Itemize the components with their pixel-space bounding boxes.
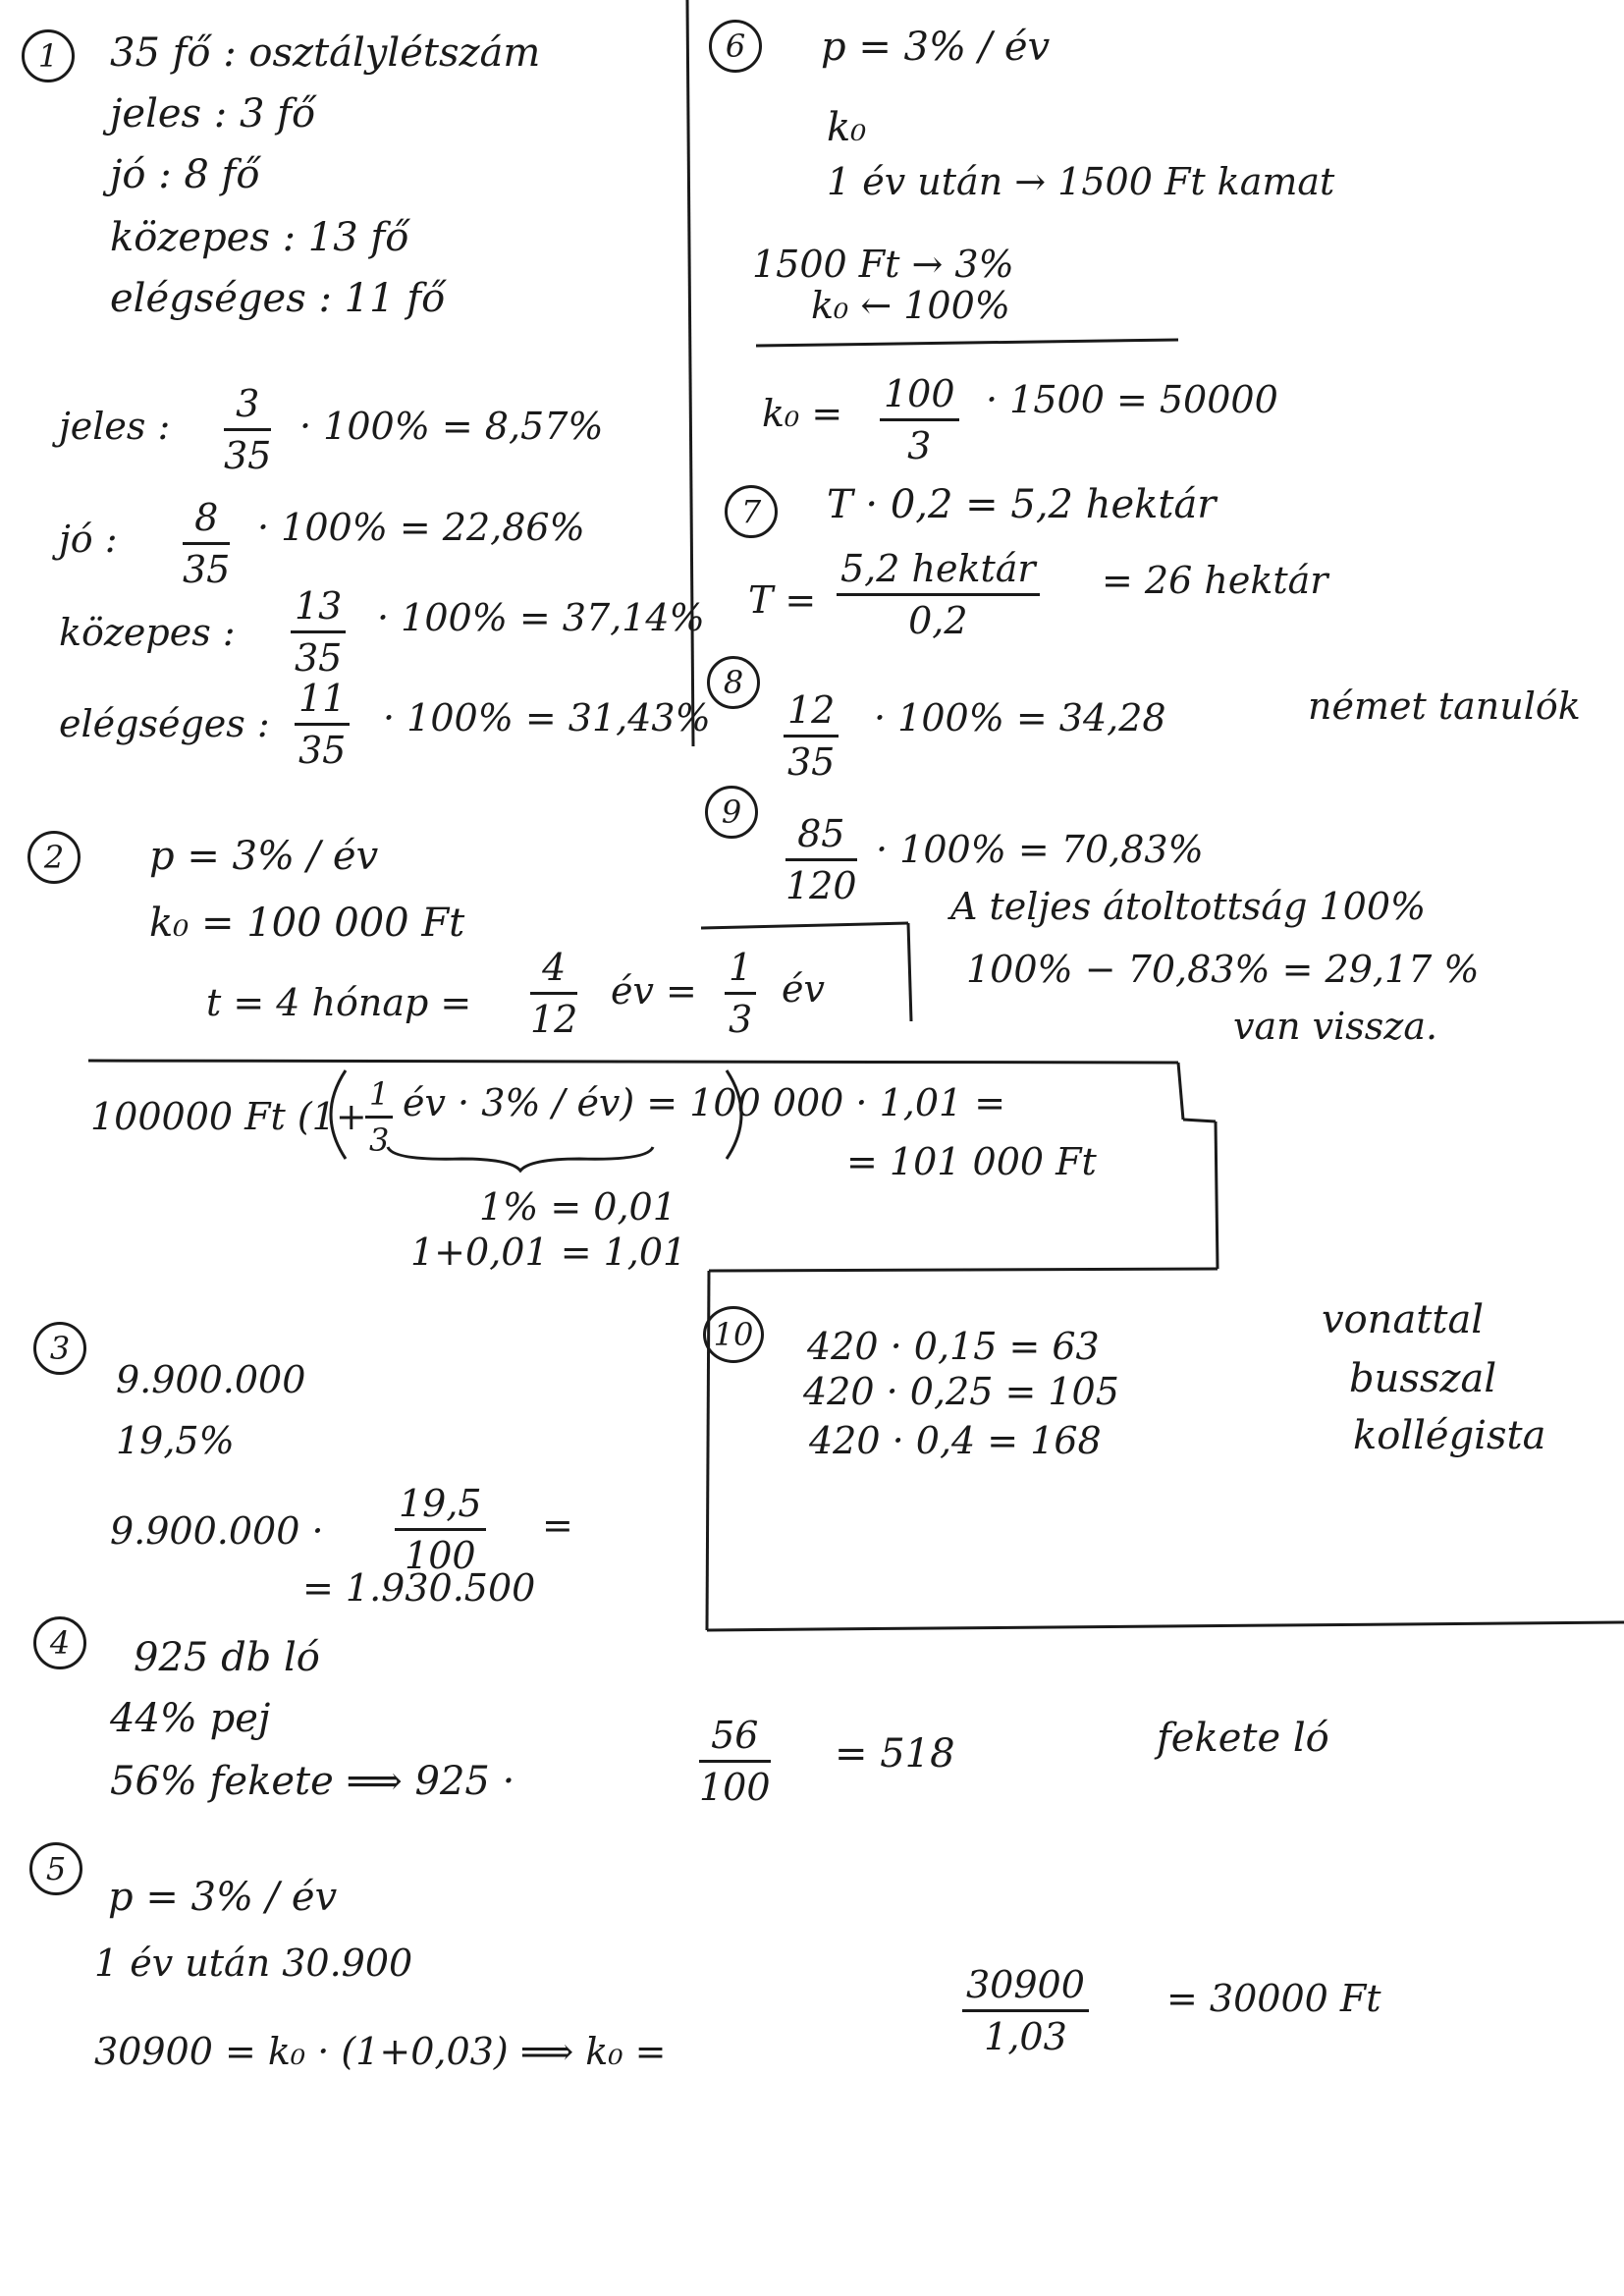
fraction-numerator: 100 xyxy=(880,375,959,421)
p3-line-2: 19,5% xyxy=(116,1419,235,1462)
p7-fraction xyxy=(837,547,1040,642)
p1-line-2: jeles : 3 fő xyxy=(110,91,316,137)
p1-result-4-label: elégséges : xyxy=(59,702,270,745)
p1-result-1-value: · 100% = 8,57% xyxy=(299,405,604,448)
p2-note-2: 1+0,01 = 1,01 xyxy=(410,1230,687,1274)
p3-line-3b: = xyxy=(542,1503,573,1547)
fraction-numerator: 56 xyxy=(699,1717,771,1763)
p1-result-2-label: jó : xyxy=(59,518,118,561)
p10-note-2: busszal xyxy=(1349,1356,1497,1401)
p5-line-3a: 30900 = k₀ · (1+0,03) ⟹ k₀ = xyxy=(94,2030,667,2073)
p2-calc-2: = 101 000 Ft xyxy=(846,1140,1097,1183)
p10-line-3: 420 · 0,4 = 168 xyxy=(809,1419,1102,1462)
fraction-numerator: 13 xyxy=(291,587,346,633)
fraction-numerator: 85 xyxy=(785,815,857,861)
fraction-denominator: 35 xyxy=(224,434,272,477)
p2-calc-fraction xyxy=(365,1075,393,1159)
fraction-numerator: 4 xyxy=(530,949,577,995)
problem-number-7: 7 xyxy=(725,485,778,538)
p2-calc-b: év · 3% / év) = 100 000 · 1,01 = xyxy=(403,1081,1006,1124)
p1-result-4-value: · 100% = 31,43% xyxy=(383,696,711,739)
p7-line-1: T · 0,2 = 5,2 hektár xyxy=(827,482,1217,527)
p8-result: · 100% = 34,28 xyxy=(874,696,1166,739)
p2-line-3a: t = 4 hónap = xyxy=(206,981,472,1024)
p4-fraction xyxy=(699,1714,771,1809)
p6-line-5: k₀ ← 100% xyxy=(811,284,1010,327)
p1-line-1: 35 fő : osztálylétszám xyxy=(110,30,541,76)
p9-result: · 100% = 70,83% xyxy=(876,828,1204,871)
problem-number-5: 5 xyxy=(29,1842,82,1895)
p8-note: német tanulók xyxy=(1308,684,1581,728)
fraction-denominator: 120 xyxy=(785,864,857,907)
p1-result-3-label: közepes : xyxy=(59,611,236,654)
fraction-denominator: 3 xyxy=(369,1121,390,1159)
p6-line-6a: k₀ = xyxy=(762,392,843,435)
p2-line-3b: év = xyxy=(611,969,697,1012)
p4-line-3b: = 518 xyxy=(835,1731,955,1777)
p3-fraction xyxy=(395,1482,486,1577)
p4-line-2: 44% pej xyxy=(110,1696,271,1741)
p6-line-4: 1500 Ft → 3% xyxy=(752,243,1014,286)
problem-number-9: 9 xyxy=(705,786,758,839)
p10-note-1: vonattal xyxy=(1322,1297,1485,1342)
fraction-numerator: 1 xyxy=(365,1078,393,1119)
fraction-denominator: 0,2 xyxy=(908,599,968,642)
problem-number-8: 8 xyxy=(707,656,760,709)
p7-line-2b: = 26 hektár xyxy=(1102,559,1328,602)
p1-line-3: jó : 8 fő xyxy=(110,152,260,197)
p1-result-3-fraction xyxy=(291,584,346,680)
p9-line-2: A teljes átoltottság 100% xyxy=(950,885,1427,928)
p5-fraction xyxy=(962,1963,1089,2058)
p2-fraction-4-12 xyxy=(530,946,578,1041)
p9-line-4: van vissza. xyxy=(1233,1005,1438,1048)
p10-line-1: 420 · 0,15 = 63 xyxy=(807,1325,1100,1368)
p2-line-2: k₀ = 100 000 Ft xyxy=(149,901,465,946)
p6-fraction xyxy=(880,372,959,467)
p3-line-4: = 1.930.500 xyxy=(302,1566,536,1610)
problem-number-3: 3 xyxy=(33,1322,86,1375)
p2-line-3c: év xyxy=(782,967,825,1011)
p10-line-2: 420 · 0,25 = 105 xyxy=(803,1370,1119,1413)
p9-fraction xyxy=(785,812,857,907)
fraction-numerator: 30900 xyxy=(962,1966,1089,2012)
p8-fraction xyxy=(784,688,839,784)
p2-calc-a: 100000 Ft (1+ xyxy=(90,1095,367,1138)
fraction-denominator: 1,03 xyxy=(984,2015,1067,2058)
p4-line-1: 925 db ló xyxy=(134,1635,320,1680)
fraction-numerator: 12 xyxy=(784,691,839,738)
p6-line-3: 1 év után → 1500 Ft kamat xyxy=(827,160,1335,203)
fraction-numerator: 5,2 hektár xyxy=(837,550,1040,596)
p9-line-3: 100% − 70,83% = 29,17 % xyxy=(966,948,1480,991)
fraction-denominator: 35 xyxy=(787,740,836,784)
p3-line-3a: 9.900.000 · xyxy=(110,1509,324,1553)
p4-line-3a: 56% fekete ⟹ 925 · xyxy=(110,1759,515,1804)
fraction-denominator: 100 xyxy=(405,1534,476,1577)
fraction-denominator: 35 xyxy=(298,729,347,772)
problem-number-6: 6 xyxy=(709,20,762,73)
p5-line-3b: = 30000 Ft xyxy=(1166,1977,1381,2020)
fraction-denominator: 3 xyxy=(907,424,932,467)
p3-line-1: 9.900.000 xyxy=(116,1358,306,1401)
p10-note-3: kollégista xyxy=(1353,1413,1546,1458)
fraction-denominator: 35 xyxy=(183,548,231,591)
fraction-numerator: 19,5 xyxy=(395,1485,486,1531)
p1-line-4: közepes : 13 fő xyxy=(110,215,409,260)
p6-line-6b: · 1500 = 50000 xyxy=(986,378,1278,421)
problem-number-10: 10 xyxy=(703,1306,764,1363)
fraction-numerator: 1 xyxy=(725,949,756,995)
p7-line-2a: T = xyxy=(748,578,817,622)
p1-result-4-fraction xyxy=(295,677,350,772)
p2-line-1: p = 3% / év xyxy=(149,834,379,879)
fraction-denominator: 12 xyxy=(530,998,578,1041)
problem-number-4: 4 xyxy=(33,1616,86,1669)
p5-line-2: 1 év után 30.900 xyxy=(94,1941,413,1985)
problem-number-2: 2 xyxy=(27,831,81,884)
p2-note-1: 1% = 0,01 xyxy=(479,1185,677,1229)
p1-result-3-value: · 100% = 37,14% xyxy=(377,596,705,639)
p6-line-1: p = 3% / év xyxy=(821,25,1051,70)
fraction-denominator: 100 xyxy=(699,1766,771,1809)
p1-result-1-label: jeles : xyxy=(59,405,171,448)
p4-note: fekete ló xyxy=(1157,1716,1329,1761)
p2-fraction-1-3 xyxy=(725,946,756,1041)
p1-result-1-fraction xyxy=(224,382,272,477)
p6-line-2: k₀ xyxy=(827,105,867,150)
fraction-numerator: 8 xyxy=(183,499,230,545)
problem-number-1: 1 xyxy=(22,29,75,82)
p1-result-2-fraction xyxy=(183,496,231,591)
fraction-denominator: 35 xyxy=(295,636,343,680)
p1-line-5: elégséges : 11 fő xyxy=(110,276,446,321)
fraction-numerator: 3 xyxy=(224,385,271,431)
fraction-numerator: 11 xyxy=(295,680,350,726)
p5-line-1: p = 3% / év xyxy=(108,1875,338,1920)
fraction-denominator: 3 xyxy=(729,998,753,1041)
p1-result-2-value: · 100% = 22,86% xyxy=(257,506,585,549)
